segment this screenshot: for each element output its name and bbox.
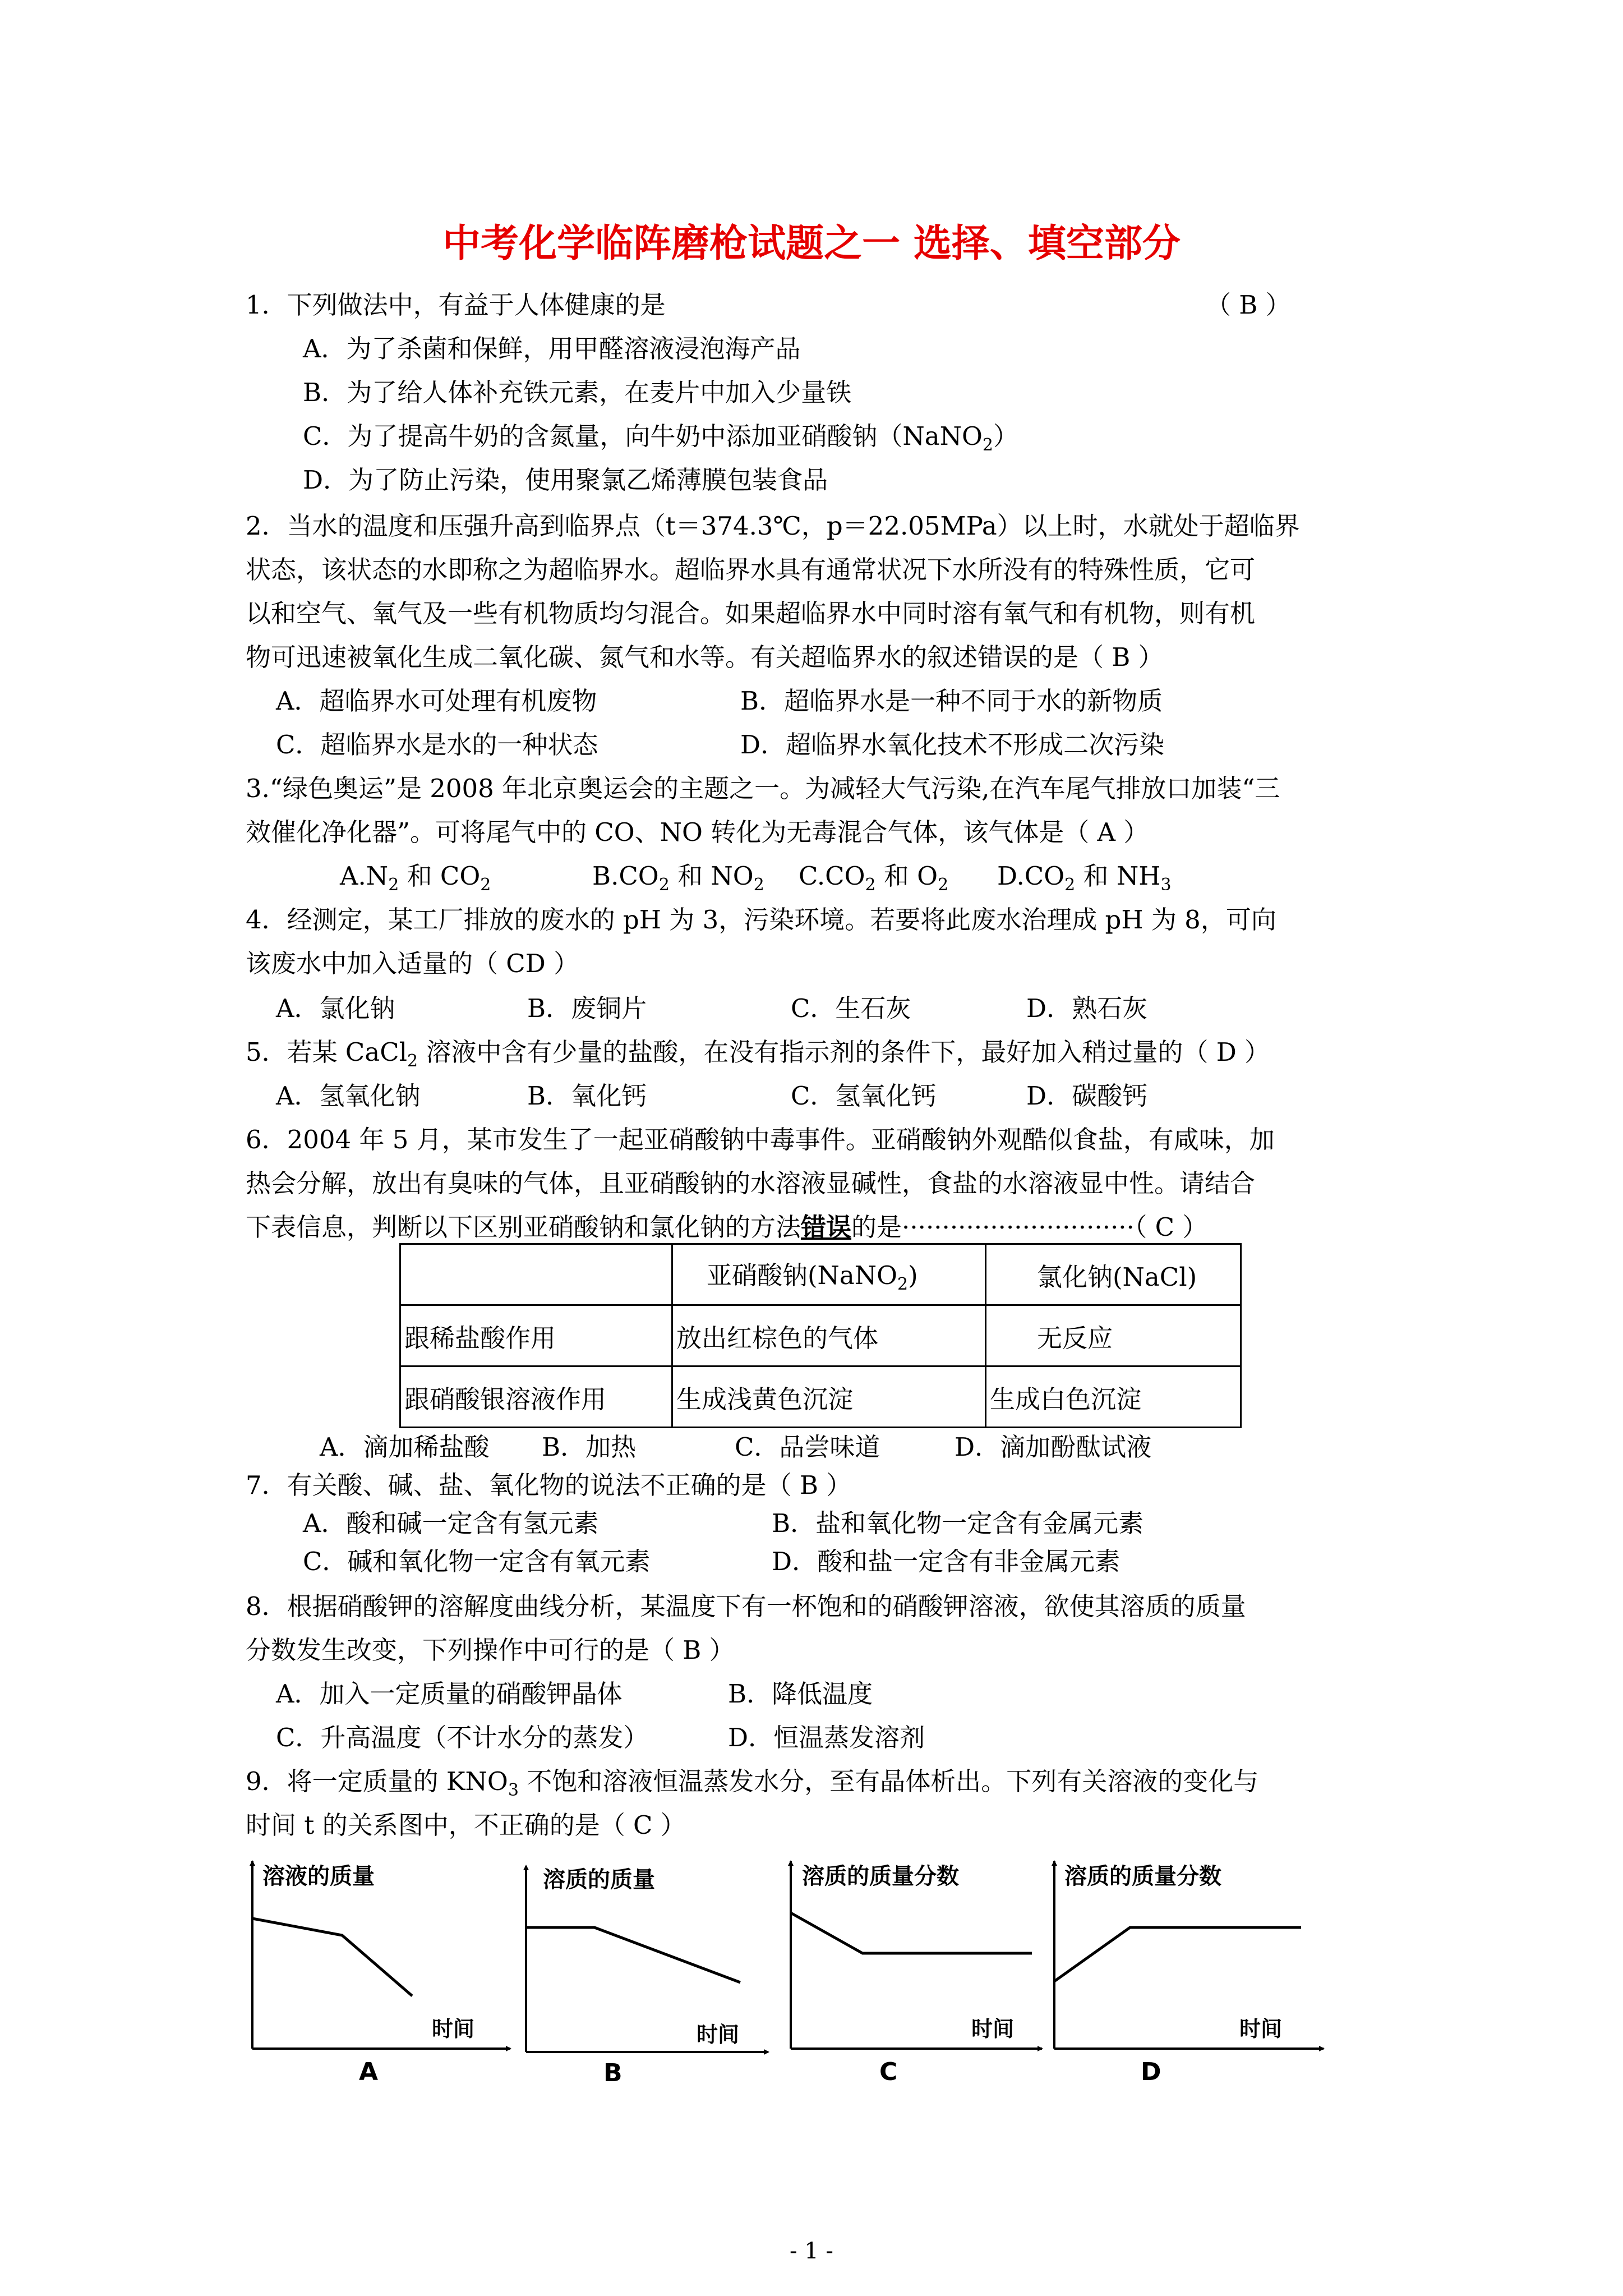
graph-a-curve (252, 1918, 412, 1996)
q4-option-a: A．氯化钠 (276, 993, 395, 1023)
graph-b-xlabel: 时间 (697, 2022, 740, 2047)
table-row (400, 1305, 1241, 1366)
q2-line-3: 以和空气、氧气及一些有机物质均匀混合。如果超临界水中同时溶有氧气和有机物，则有机 (246, 599, 1256, 628)
q9-line-1: 9．将一定质量的 $KNO_3$ 不饱和溶液恒温蒸发水分，至有晶体析出。下列有关溶液的变化与 (246, 1766, 1259, 1800)
q6-line-1: 6．2004 年 5 月，某市发生了一起亚硝酸钠中毒事件。亚硝酸钠外观酷似食盐，有咸味，加 (246, 1125, 1275, 1154)
graph-a (252, 1861, 510, 2086)
graph-d-ylabel: 溶质的质量分数 (1064, 1864, 1221, 1889)
table-header: 亚硝酸钠(NaNO$_2$) (672, 1244, 986, 1305)
table-cell: 无反应 (986, 1305, 1241, 1366)
q9-line-2: 时间 t 的关系图中，不正确的是（ C ） (246, 1810, 686, 1840)
q2-option-b: B．超临界水是一种不同于水的新物质 (740, 686, 1163, 716)
q1-option-c: C．为了提高牛奶的含氮量，向牛奶中添加亚硝酸钠（NaNO$_2$） (303, 421, 1019, 455)
q2-line-1: 2．当水的温度和压强升高到临界点（t＝374.3℃，p＝22.05MPa）以上时，水就处于超临界 (246, 511, 1300, 541)
q2-option-c: C．超临界水是水的一种状态 (276, 730, 598, 760)
q8-line-1: 8．根据硝酸钾的溶解度曲线分析，某温度下有一杯饱和的硝酸钾溶液，欲使其溶质的质量 (246, 1591, 1246, 1621)
graph-d-curve (1054, 1927, 1301, 1981)
graph-b-letter: B (603, 2059, 623, 2087)
graph-b-ylabel: 溶质的质量 (543, 1867, 655, 1893)
table-header: 氯化钠(NaCl) (986, 1244, 1241, 1305)
table-row (400, 1244, 1241, 1305)
q7-option-c: C．碱和氧化物一定含有氧元素 (303, 1547, 651, 1576)
table-cell: 生成浅黄色沉淀 (672, 1366, 986, 1428)
q7-option-a: A．酸和碱一定含有氢元素 (303, 1508, 599, 1538)
graph-b-curve (526, 1927, 740, 1982)
q8-option-a: A．加入一定质量的硝酸钾晶体 (276, 1679, 623, 1709)
graph-c-curve (791, 1913, 1032, 1953)
q5-option-d: D．碳酸钙 (1026, 1081, 1148, 1111)
q6-line-3: 下表信息，判断以下区别亚硝酸钠和氯化钠的方法错误的是·····························（ C ） (246, 1212, 1208, 1242)
table-cell: 放出红棕色的气体 (672, 1305, 986, 1366)
q3-option-c: $C.CO_2$ 和 $O_2$ (799, 861, 949, 895)
table-cell: 跟硝酸银溶液作用 (400, 1366, 672, 1428)
q4-option-b: B．废铜片 (527, 993, 647, 1023)
page-number: - 1 - (790, 2238, 833, 2264)
q1-option-a: A．为了杀菌和保鲜，用甲醛溶液浸泡海产品 (303, 334, 801, 364)
graph-b (526, 1866, 768, 2087)
graph-a-xlabel: 时间 (432, 2017, 475, 2041)
q4-option-c: C．生石灰 (791, 993, 911, 1023)
q1-stem: 1．下列做法中，有益于人体健康的是 (246, 290, 666, 320)
table-row (400, 1366, 1241, 1428)
q8-line-2: 分数发生改变，下列操作中可行的是（ B ） (246, 1635, 735, 1665)
q7-option-d: D．酸和盐一定含有非金属元素 (772, 1547, 1121, 1576)
graph-c-xlabel: 时间 (971, 2017, 1015, 2041)
q4-line-2: 该废水中加入适量的（ CD ） (246, 949, 579, 978)
page-title: 中考化学临阵磨枪试题之一 选择、填空部分 (442, 222, 1181, 266)
q6-comparison-table (399, 1243, 1242, 1428)
q5-option-a: A．氢氧化钠 (276, 1081, 421, 1111)
table-cell: 生成白色沉淀 (986, 1366, 1241, 1428)
q6-option-d: D．滴加酚酞试液 (955, 1432, 1152, 1462)
q8-option-b: B．降低温度 (728, 1679, 873, 1709)
q6-option-c: C．品尝味道 (735, 1432, 880, 1462)
q1-option-b: B．为了给人体补充铁元素，在麦片中加入少量铁 (303, 378, 852, 407)
table-cell: 跟稀盐酸作用 (400, 1305, 672, 1366)
graph-a-letter: A (359, 2058, 379, 2086)
graph-d-xlabel: 时间 (1239, 2017, 1283, 2041)
q1-answer: （ B ） (1206, 290, 1291, 320)
q4-option-d: D．熟石灰 (1026, 993, 1148, 1023)
q4-line-1: 4．经测定，某工厂排放的废水的 pH 为 3，污染环境。若要将此废水治理成 pH 为 8，可向 (246, 905, 1276, 935)
q3-line-2: 效催化净化器”。可将尾气中的 CO、NO 转化为无毒混合气体，该气体是（ A ） (246, 817, 1149, 847)
q2-option-a: A．超临界水可处理有机废物 (276, 686, 597, 716)
q2-line-4: 物可迅速被氧化生成二氧化碳、氮气和水等。有关超临界水的叙述错误的是（ B ） (246, 642, 1164, 672)
q2-option-d: D．超临界水氧化技术不形成二次污染 (740, 730, 1165, 760)
q7-stem: 7．有关酸、碱、盐、氧化物的说法不正确的是（ B ） (246, 1470, 852, 1500)
q9-graphs (236, 1851, 1335, 2098)
graph-d (1054, 1861, 1324, 2086)
q6-emphasis: 错误 (801, 1212, 852, 1242)
graph-c-letter: C (879, 2058, 898, 2086)
graph-a-ylabel: 溶液的质量 (262, 1864, 375, 1889)
q5-option-c: C．氢氧化钙 (791, 1081, 937, 1111)
q1-option-d: D．为了防止污染，使用聚氯乙烯薄膜包装食品 (303, 465, 828, 495)
graph-c-ylabel: 溶质的质量分数 (802, 1864, 959, 1889)
q7-option-b: B．盐和氧化物一定含有金属元素 (772, 1508, 1144, 1538)
q6-line-2: 热会分解，放出有臭味的气体，且亚硝酸钠的水溶液显碱性，食盐的水溶液显中性。请结合 (246, 1168, 1256, 1198)
graph-d-letter: D (1141, 2058, 1161, 2086)
q6-option-a: A．滴加稀盐酸 (320, 1432, 490, 1462)
q3-option-d: $D.CO_2$ 和 $NH_3$ (997, 861, 1172, 895)
q2-line-2: 状态，该状态的水即称之为超临界水。超临界水具有通常状况下水所没有的特殊性质，它可 (246, 555, 1256, 585)
q3-option-a: $A.N_2$ 和 $CO_2$ (340, 861, 491, 895)
q5-option-b: B．氧化钙 (527, 1081, 647, 1111)
table-cell (400, 1244, 672, 1305)
graph-c (791, 1861, 1042, 2086)
q3-line-1: 3.“绿色奥运”是 2008 年北京奥运会的主题之一。为减轻大气污染,在汽车尾气排放口加装“三 (246, 774, 1280, 803)
q8-option-c: C．升高温度（不计水分的蒸发） (276, 1723, 649, 1752)
q3-option-b: $B.CO_2$ 和 $NO_2$ (592, 861, 764, 895)
q6-option-b: B．加热 (542, 1432, 637, 1462)
q8-option-d: D．恒温蒸发溶剂 (728, 1723, 925, 1752)
q5-stem: 5．若某 CaCl$_2$ 溶液中含有少量的盐酸，在没有指示剂的条件下，最好加入稍过量的（ D ） (246, 1037, 1270, 1071)
